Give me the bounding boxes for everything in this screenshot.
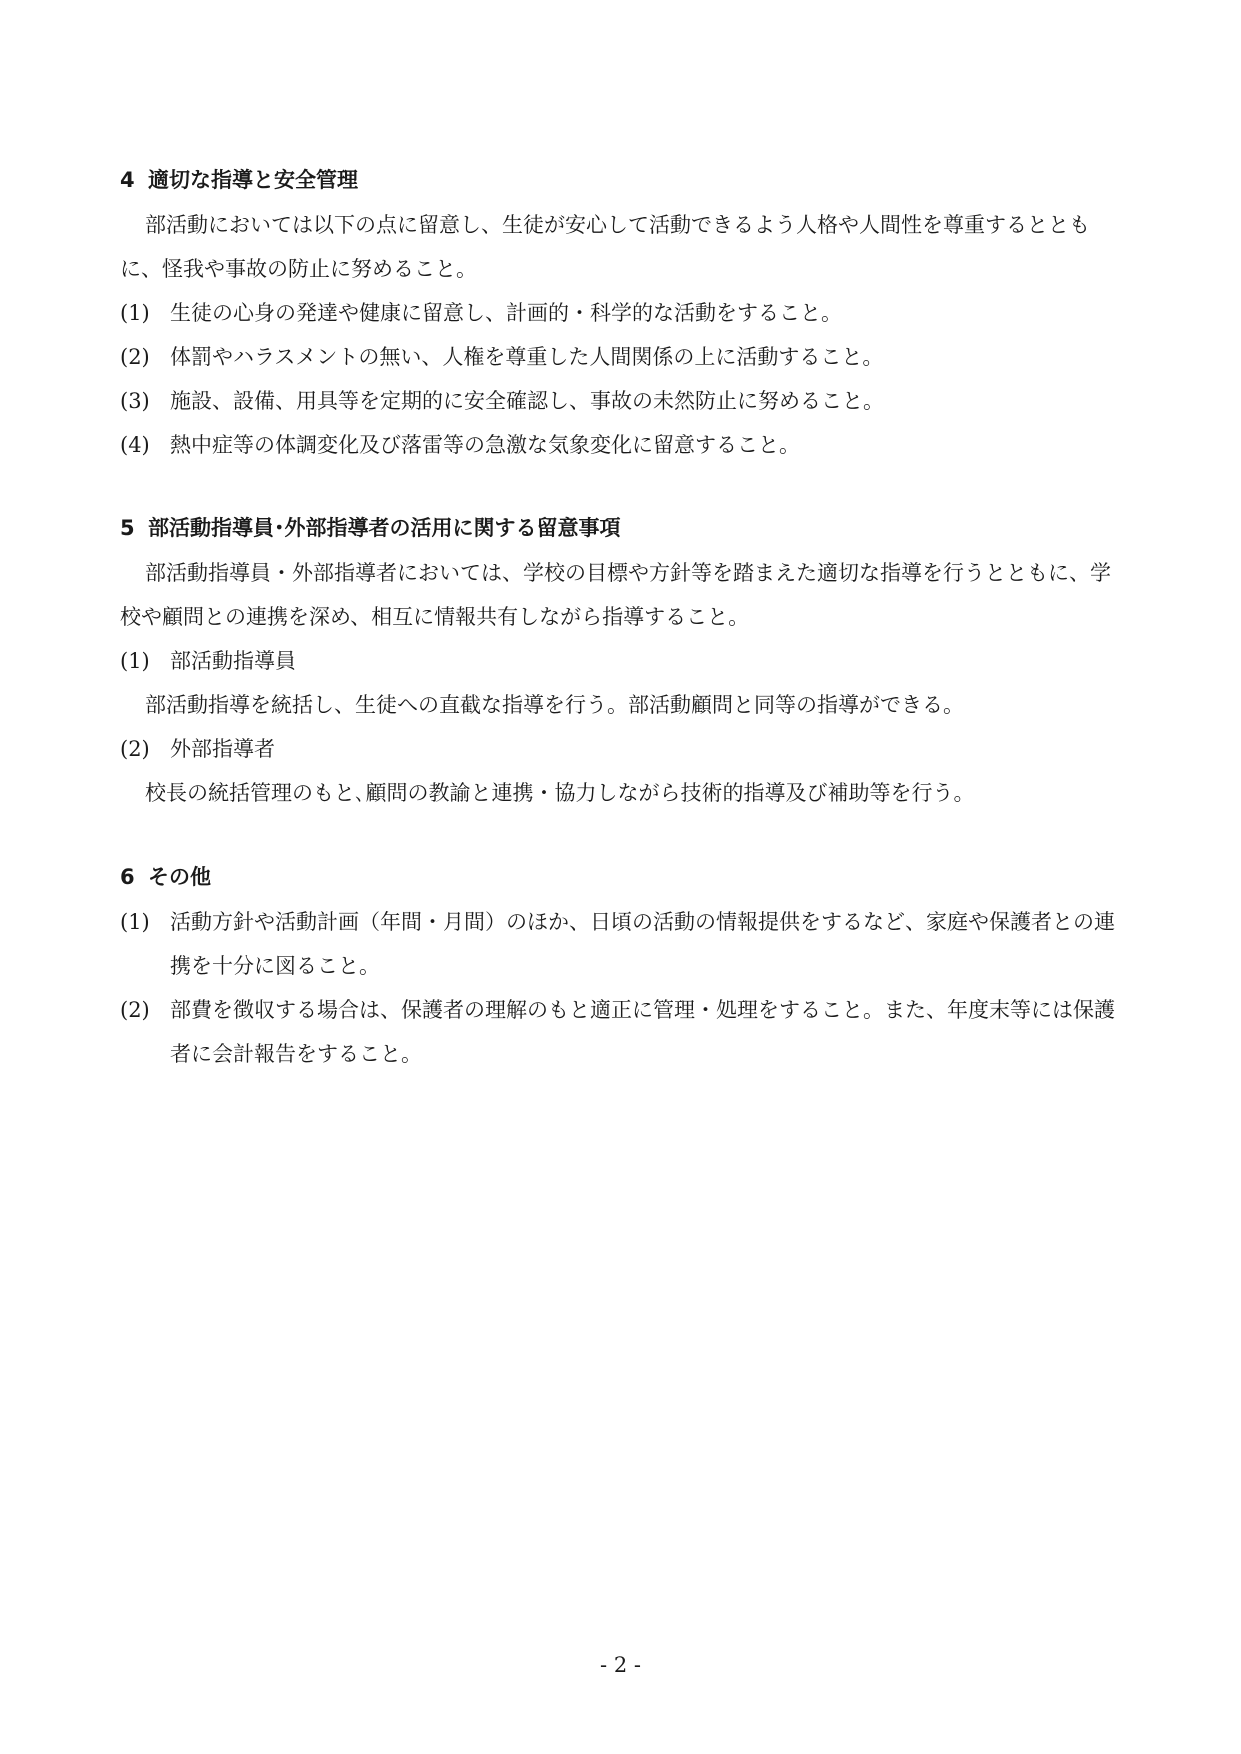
list-item bbox=[120, 988, 1130, 1076]
section-other bbox=[120, 862, 1130, 1076]
item-mark: (2) bbox=[120, 737, 150, 761]
item-mark: (4) bbox=[120, 433, 150, 457]
item-text: 体罰やハラスメントの無い、人権を尊重した人間関係の上に活動すること。 bbox=[170, 345, 884, 369]
section-number: 6 bbox=[120, 865, 135, 889]
section-intro: 部活動指導員・外部指導者においては、学校の目標や方針等を踏まえた適切な指導を行うとともに、学校や顧問との連携を深め、相互に情報共有しながら指導すること。 bbox=[120, 561, 1111, 629]
section-heading bbox=[120, 862, 1130, 892]
list-item bbox=[120, 379, 1130, 423]
item-mark: (2) bbox=[120, 345, 150, 369]
section-intro: 部活動においては以下の点に留意し、生徒が安心して活動できるよう人格や人間性を尊重するとともに、怪我や事故の防止に努めること。 bbox=[120, 213, 1090, 281]
item-text: 施設、設備、用具等を定期的に安全確認し、事故の未然防止に努めること。 bbox=[170, 389, 884, 413]
page-number: - 2 - bbox=[600, 1653, 641, 1677]
section-title: 適切な指導と安全管理 bbox=[148, 168, 358, 192]
section-safety-management bbox=[120, 165, 1130, 467]
item-mark: (1) bbox=[120, 649, 150, 673]
list-item bbox=[120, 335, 1130, 379]
section-title: その他 bbox=[148, 865, 211, 889]
item-mark: (1) bbox=[120, 910, 150, 934]
section-number: 4 bbox=[120, 168, 135, 192]
list-item bbox=[120, 423, 1130, 467]
item-text: 生徒の心身の発達や健康に留意し、計画的・科学的な活動をすること。 bbox=[170, 301, 842, 325]
section-number: 5 bbox=[120, 516, 135, 540]
item-text: 部活動指導員 bbox=[170, 649, 296, 673]
item-text: 活動方針や活動計画（年間・月間）のほか、日頃の活動の情報提供をするなど、家庭や保護者との連携を十分に図ること。 bbox=[170, 910, 1115, 978]
list-item bbox=[120, 727, 1130, 771]
item-mark: (1) bbox=[120, 301, 150, 325]
section-title: 部活動指導員･外部指導者の活用に関する留意事項 bbox=[148, 516, 621, 540]
item-mark: (3) bbox=[120, 389, 150, 413]
list-item bbox=[120, 639, 1130, 683]
item-text: 外部指導者 bbox=[170, 737, 275, 761]
item-detail: 校長の統括管理のもと､顧問の教諭と連携・協力しながら技術的指導及び補助等を行う。 bbox=[145, 781, 975, 805]
list-item bbox=[120, 291, 1130, 335]
item-text: 熱中症等の体調変化及び落雷等の急激な気象変化に留意すること。 bbox=[170, 433, 800, 457]
item-mark: (2) bbox=[120, 998, 150, 1022]
section-instructor-usage bbox=[120, 513, 1130, 815]
item-detail: 部活動指導を統括し、生徒への直截な指導を行う。部活動顧問と同等の指導ができる。 bbox=[145, 693, 964, 717]
section-heading bbox=[120, 165, 1130, 195]
item-text: 部費を徴収する場合は、保護者の理解のもと適正に管理・処理をすること。また、年度末等には保護者に会計報告をすること。 bbox=[170, 998, 1115, 1066]
list-item bbox=[120, 900, 1130, 988]
section-heading bbox=[120, 513, 1130, 543]
